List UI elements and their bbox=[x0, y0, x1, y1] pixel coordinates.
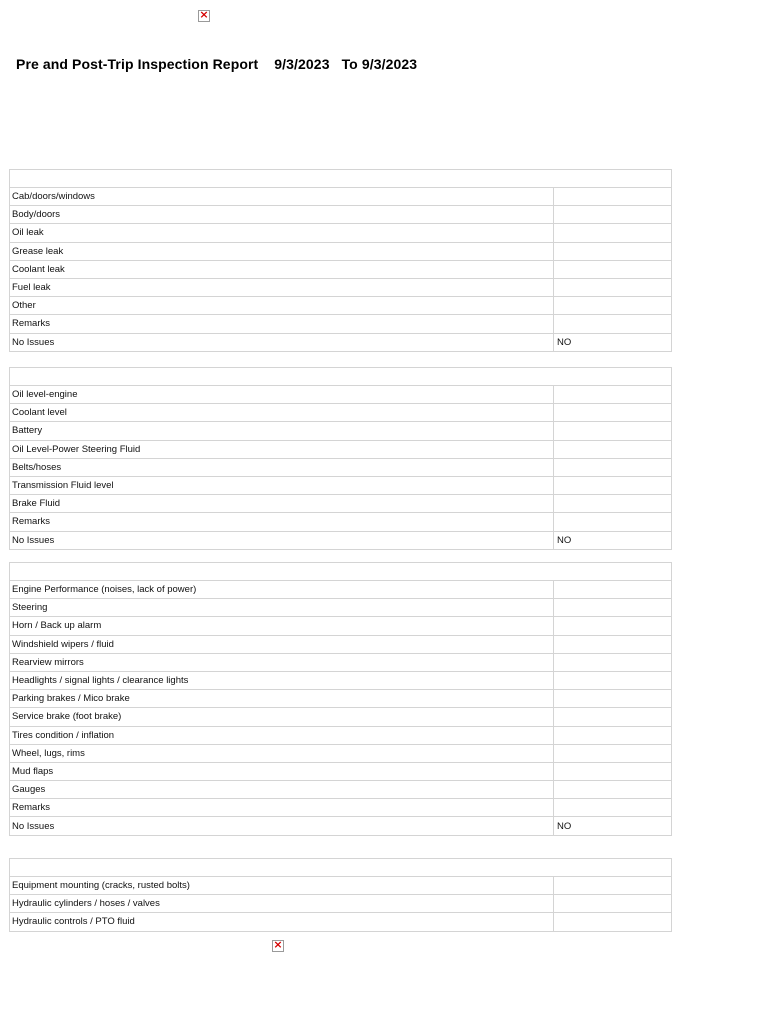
table-row bbox=[10, 297, 672, 315]
inspection-item-value bbox=[554, 278, 672, 296]
inspection-item-value bbox=[554, 476, 672, 494]
inspection-item-label: Windshield wipers / fluid bbox=[10, 635, 554, 653]
table-row bbox=[10, 762, 672, 780]
section-header-cell bbox=[10, 859, 672, 877]
inspection-section-operation bbox=[9, 562, 672, 836]
section-header-row bbox=[10, 859, 672, 877]
section-header-row bbox=[10, 170, 672, 188]
section-header-cell bbox=[10, 563, 672, 581]
inspection-item-label: Steering bbox=[10, 599, 554, 617]
table-row bbox=[10, 188, 672, 206]
table-row bbox=[10, 404, 672, 422]
table-row bbox=[10, 386, 672, 404]
section-header-cell bbox=[10, 170, 672, 188]
inspection-item-value bbox=[554, 671, 672, 689]
inspection-item-label: Other bbox=[10, 297, 554, 315]
inspection-item-label: Oil leak bbox=[10, 224, 554, 242]
inspection-item-label: Battery bbox=[10, 422, 554, 440]
inspection-item-value bbox=[554, 188, 672, 206]
inspection-item-value bbox=[554, 206, 672, 224]
table-row bbox=[10, 260, 672, 278]
inspection-item-value bbox=[554, 422, 672, 440]
inspection-section-exterior bbox=[9, 169, 672, 352]
inspection-item-label: Fuel leak bbox=[10, 278, 554, 296]
inspection-item-value bbox=[554, 617, 672, 635]
inspection-item-label: Engine Performance (noises, lack of power) bbox=[10, 581, 554, 599]
inspection-item-label: Tires condition / inflation bbox=[10, 726, 554, 744]
table-row bbox=[10, 781, 672, 799]
inspection-item-label: Wheel, lugs, rims bbox=[10, 744, 554, 762]
section-header-row bbox=[10, 563, 672, 581]
inspection-item-label: Gauges bbox=[10, 781, 554, 799]
table-row bbox=[10, 495, 672, 513]
table-row bbox=[10, 206, 672, 224]
table-row bbox=[10, 799, 672, 817]
inspection-item-value bbox=[554, 386, 672, 404]
inspection-item-value bbox=[554, 495, 672, 513]
inspection-item-value bbox=[554, 242, 672, 260]
report-date-to: To 9/3/2023 bbox=[341, 56, 418, 72]
inspection-item-label: Grease leak bbox=[10, 242, 554, 260]
section-header-row bbox=[10, 368, 672, 386]
inspection-item-value bbox=[554, 458, 672, 476]
table-row bbox=[10, 635, 672, 653]
report-date-from: 9/3/2023 bbox=[274, 56, 330, 72]
inspection-item-label: Oil level-engine bbox=[10, 386, 554, 404]
table-row bbox=[10, 458, 672, 476]
inspection-item-label: Cab/doors/windows bbox=[10, 188, 554, 206]
inspection-item-value bbox=[554, 653, 672, 671]
inspection-item-value: NO bbox=[554, 333, 672, 351]
table-row bbox=[10, 242, 672, 260]
table-row bbox=[10, 708, 672, 726]
inspection-item-label: Hydraulic controls / PTO fluid bbox=[10, 913, 554, 931]
inspection-item-label: Equipment mounting (cracks, rusted bolts) bbox=[10, 877, 554, 895]
inspection-item-label: No Issues bbox=[10, 531, 554, 549]
table-row bbox=[10, 278, 672, 296]
inspection-item-label: Parking brakes / Mico brake bbox=[10, 690, 554, 708]
inspection-item-value bbox=[554, 297, 672, 315]
table-row bbox=[10, 581, 672, 599]
inspection-item-value bbox=[554, 513, 672, 531]
report-title bbox=[16, 56, 417, 72]
inspection-item-value bbox=[554, 581, 672, 599]
table-row bbox=[10, 913, 672, 931]
inspection-item-value bbox=[554, 781, 672, 799]
inspection-item-value bbox=[554, 599, 672, 617]
broken-image-icon bbox=[198, 10, 210, 22]
inspection-item-value bbox=[554, 315, 672, 333]
table-row bbox=[10, 476, 672, 494]
inspection-item-label: Belts/hoses bbox=[10, 458, 554, 476]
table-row bbox=[10, 440, 672, 458]
inspection-section-equipment bbox=[9, 858, 672, 932]
inspection-item-label: Coolant level bbox=[10, 404, 554, 422]
inspection-item-value bbox=[554, 726, 672, 744]
table-row bbox=[10, 333, 672, 351]
inspection-item-value bbox=[554, 762, 672, 780]
table-row bbox=[10, 599, 672, 617]
inspection-item-value bbox=[554, 708, 672, 726]
inspection-item-label: Mud flaps bbox=[10, 762, 554, 780]
inspection-section-engine-compartment bbox=[9, 367, 672, 550]
inspection-item-label: Transmission Fluid level bbox=[10, 476, 554, 494]
table-row bbox=[10, 817, 672, 835]
inspection-item-label: Hydraulic cylinders / hoses / valves bbox=[10, 895, 554, 913]
inspection-item-label: Service brake (foot brake) bbox=[10, 708, 554, 726]
inspection-item-label: Oil Level-Power Steering Fluid bbox=[10, 440, 554, 458]
inspection-item-value bbox=[554, 404, 672, 422]
inspection-item-label: Remarks bbox=[10, 513, 554, 531]
table-row bbox=[10, 224, 672, 242]
inspection-item-value bbox=[554, 690, 672, 708]
table-row bbox=[10, 744, 672, 762]
inspection-item-value bbox=[554, 895, 672, 913]
table-row bbox=[10, 653, 672, 671]
inspection-item-label: Brake Fluid bbox=[10, 495, 554, 513]
table-row bbox=[10, 315, 672, 333]
table-row bbox=[10, 617, 672, 635]
inspection-item-value bbox=[554, 260, 672, 278]
inspection-item-value bbox=[554, 799, 672, 817]
inspection-item-value: NO bbox=[554, 531, 672, 549]
inspection-item-label: Body/doors bbox=[10, 206, 554, 224]
inspection-item-value bbox=[554, 744, 672, 762]
broken-image-icon bbox=[272, 940, 284, 952]
table-row bbox=[10, 726, 672, 744]
section-header-cell bbox=[10, 368, 672, 386]
inspection-item-value bbox=[554, 440, 672, 458]
table-row bbox=[10, 671, 672, 689]
inspection-item-label: Rearview mirrors bbox=[10, 653, 554, 671]
inspection-item-label: No Issues bbox=[10, 817, 554, 835]
inspection-item-label: Remarks bbox=[10, 799, 554, 817]
table-row bbox=[10, 877, 672, 895]
table-row bbox=[10, 422, 672, 440]
inspection-item-value bbox=[554, 913, 672, 931]
inspection-item-value bbox=[554, 877, 672, 895]
inspection-item-label: Headlights / signal lights / clearance lights bbox=[10, 671, 554, 689]
inspection-item-value bbox=[554, 224, 672, 242]
report-title-text: Pre and Post-Trip Inspection Report bbox=[16, 56, 259, 72]
inspection-item-label: No Issues bbox=[10, 333, 554, 351]
inspection-item-value bbox=[554, 635, 672, 653]
inspection-item-label: Horn / Back up alarm bbox=[10, 617, 554, 635]
inspection-item-label: Coolant leak bbox=[10, 260, 554, 278]
inspection-item-label: Remarks bbox=[10, 315, 554, 333]
table-row bbox=[10, 531, 672, 549]
inspection-item-value: NO bbox=[554, 817, 672, 835]
table-row bbox=[10, 895, 672, 913]
table-row bbox=[10, 690, 672, 708]
table-row bbox=[10, 513, 672, 531]
